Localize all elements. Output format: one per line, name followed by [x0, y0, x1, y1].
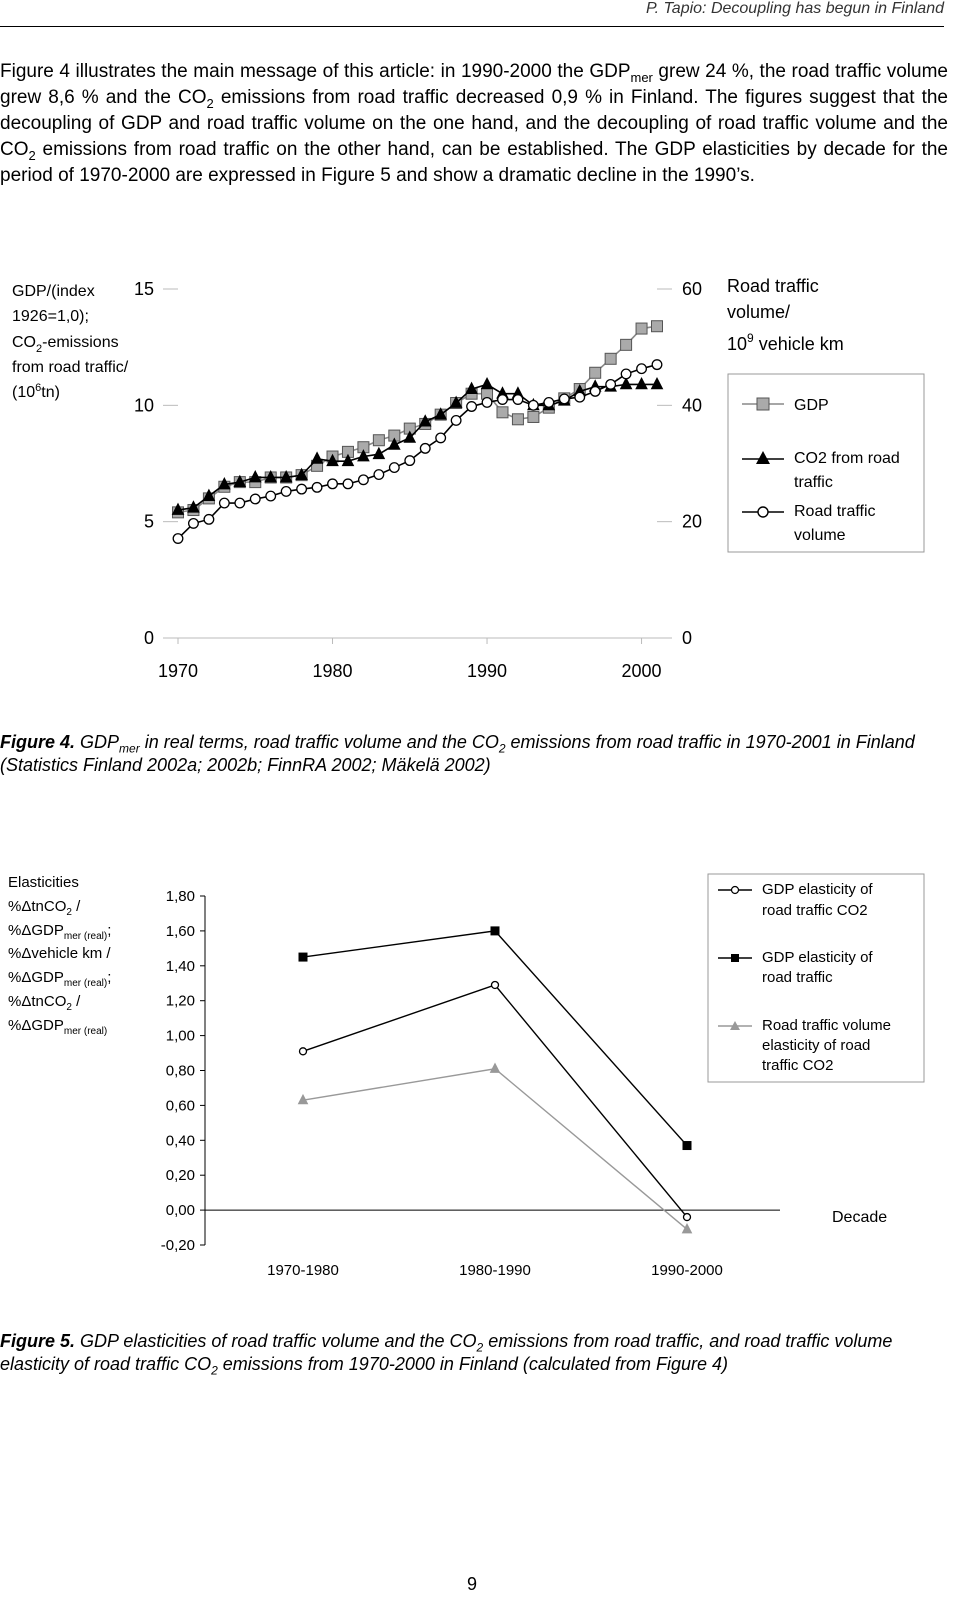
square-marker: [491, 927, 499, 935]
triangle-marker: [636, 378, 647, 389]
legend-label: road traffic: [762, 969, 833, 986]
legend-square-marker: [731, 954, 739, 962]
ylabel-line: $CO_2$-emissions: [12, 334, 119, 355]
legend-circle-marker: [732, 887, 739, 894]
ylabel-line: Elasticities: [8, 874, 79, 891]
circle-marker: [606, 380, 616, 390]
text-run: Figure 4 illustrates the main message of this article: in 1990-2000 the GDP: [0, 61, 631, 82]
circle-marker: [359, 475, 369, 485]
ylabel-line: GDP/(index: [12, 283, 95, 300]
ylabel-line: $\%\Delta GDP_{mer (real)}$: [8, 1017, 108, 1037]
caption-label: Figure 5.: [0, 1331, 76, 1351]
triangle-marker: [491, 1064, 500, 1073]
square-marker: [299, 953, 307, 961]
body-paragraph: [0, 59, 948, 189]
right-tick-label: 20: [682, 511, 703, 532]
plot-series: [299, 927, 692, 1233]
legend-gdp-label: GDP: [794, 397, 829, 414]
subscript: 2: [28, 147, 36, 163]
y-tick-label: 1,00: [165, 1027, 195, 1045]
left-tick-label: 10: [133, 395, 154, 416]
triangle-marker: [312, 453, 323, 464]
square-marker: [497, 407, 508, 418]
circle-marker: [590, 387, 600, 397]
series-line: [178, 384, 657, 510]
y-tick-label: 0,40: [165, 1132, 195, 1150]
circle-marker: [559, 394, 569, 404]
circle-marker: [637, 364, 647, 374]
x-tick-label: 1990-2000: [651, 1262, 723, 1279]
ylabel-line: $\%\Delta GDP_{mer (real)}$;: [8, 969, 112, 989]
plot-axes: [134, 279, 702, 681]
circle-marker: [621, 369, 631, 379]
circle-marker: [312, 483, 322, 493]
figure-5-legend: [708, 874, 924, 1082]
plot-series: [173, 321, 663, 544]
legend-rtv-label: Road traffic: [794, 503, 876, 520]
circle-marker: [498, 395, 508, 405]
circle-marker: [343, 479, 353, 489]
text-run: emissions from road traffic on the other hand, can be established. The GDP elasticities by decade for the period of 1970-2000 are expressed in Figure 5 and show a dramatic decline in the 1990’s.: [0, 139, 948, 186]
square-marker: [636, 323, 647, 334]
x-tick-label: 2000: [621, 661, 662, 681]
square-marker: [605, 353, 616, 364]
square-marker: [652, 321, 663, 332]
legend-label: Road traffic volume: [762, 1017, 891, 1034]
circle-marker: [451, 416, 461, 426]
circle-marker: [436, 433, 446, 443]
square-marker: [512, 414, 523, 425]
caption-label: Figure 4.: [0, 732, 76, 752]
y-tick-label: 1,80: [165, 888, 195, 905]
circle-marker: [467, 402, 477, 412]
left-tick-label: 0: [143, 628, 154, 648]
legend-triangle-marker: [756, 451, 770, 464]
circle-marker: [300, 1048, 307, 1055]
x-axis-title: Decade: [832, 1209, 888, 1226]
circle-marker: [189, 519, 199, 529]
ylabel-line: 1926=1,0);: [12, 308, 89, 325]
circle-marker: [250, 494, 260, 504]
text-run: emissions from road traffic decreased 0,9 % in Finland. The figures suggest that the decoupling of GDP and road traffic volume on the one hand, and the decoupling of road traffic volume and the CO: [0, 87, 948, 160]
x-tick-label: 1980: [312, 661, 353, 681]
circle-marker: [374, 470, 384, 480]
square-marker: [683, 1142, 691, 1150]
text-run: grew 24 %, the road traffic volume grew 8,6 % and the CO: [0, 61, 948, 108]
legend-co2-label: CO2 from road: [794, 450, 900, 467]
ylabel-line: %ΔtnCO$_2$ /: [8, 898, 81, 918]
square-marker: [590, 367, 601, 378]
y-tick-label: -0,20: [160, 1237, 195, 1254]
ylabel-line: %ΔtnCO$_2$ /: [8, 993, 81, 1013]
subscript: 2: [206, 95, 214, 111]
circle-marker: [544, 398, 554, 408]
ylabel-line: $\%\Delta GDP_{mer (real)}$;: [8, 922, 112, 942]
circle-marker: [513, 395, 523, 405]
circle-marker: [390, 463, 400, 473]
right-ylabel-line: volume/: [727, 302, 791, 322]
right-tick-label: 40: [682, 395, 703, 416]
right-ylabel-line: $10^9$ vehicle km: [727, 331, 844, 354]
circle-marker: [482, 398, 492, 408]
circle-marker: [492, 981, 499, 988]
figure-4-chart: [0, 270, 944, 690]
legend-label: elasticity of road: [762, 1037, 871, 1054]
ylabel-line: %Δvehicle km /: [8, 945, 111, 962]
circle-marker: [684, 1214, 691, 1221]
square-marker: [621, 339, 632, 350]
series-line: [303, 1069, 687, 1230]
circle-marker: [220, 498, 230, 508]
running-head: P. Tapio: Decoupling has begun in Finland: [646, 0, 944, 17]
right-tick-label: 60: [682, 279, 703, 299]
circle-marker: [575, 392, 585, 402]
legend-label: GDP elasticity of: [762, 949, 873, 966]
series-line: [303, 931, 687, 1146]
figure-5-caption: Figure 5. GDP elasticities of road traffic volume and the $CO_2$ emissions from road traffic, and road traffic volume elasticity of road traffic $CO_2$ emissions from 1970-2000 in Finland (calculated from Figure 4): [0, 1331, 893, 1378]
figure-5-chart: [0, 865, 944, 1285]
circle-marker: [529, 401, 539, 411]
figure-5-ylabel: [8, 874, 111, 1037]
subscript: mer: [630, 69, 653, 85]
circle-marker: [405, 456, 415, 466]
legend-square-marker: [757, 398, 769, 410]
circle-marker: [652, 360, 662, 370]
x-tick-label: 1970-1980: [267, 1262, 339, 1279]
x-tick-label: 1980-1990: [459, 1262, 531, 1279]
y-tick-label: 1,20: [165, 992, 195, 1010]
right-ylabel-line: Road traffic: [727, 276, 819, 296]
right-tick-label: 0: [682, 628, 693, 648]
triangle-marker: [482, 378, 493, 389]
figure-4-caption: Figure 4. $GDP_{mer}$ in real terms, road traffic volume and the $CO_2$ emissions from road traffic in 1970-2001 in Finland (Statistics Finland 2002a; 2002b; FinnRA 2002; Mäkelä 2002): [0, 732, 915, 775]
square-marker: [373, 435, 384, 446]
figure-4-legend: [728, 374, 924, 552]
triangle-marker: [683, 1224, 692, 1233]
ylabel-line: $(10^6tn)$: [12, 382, 60, 401]
y-tick-label: 0,20: [165, 1167, 195, 1185]
left-tick-label: 15: [133, 279, 154, 299]
triangle-marker: [652, 378, 663, 389]
circle-marker: [173, 534, 183, 544]
circle-marker: [266, 491, 276, 501]
right-axis-label: [727, 276, 844, 354]
y-tick-label: 0,00: [165, 1202, 195, 1220]
circle-marker: [281, 487, 291, 497]
circle-marker: [297, 484, 307, 494]
legend-circle-marker: [758, 507, 768, 517]
series-line: [303, 985, 687, 1217]
triangle-marker: [621, 378, 632, 389]
legend-label: GDP elasticity of: [762, 881, 873, 898]
circle-marker: [328, 479, 338, 489]
page-number: 9: [466, 1574, 477, 1594]
y-tick-label: 1,40: [165, 957, 195, 975]
x-tick-label: 1970: [157, 661, 199, 681]
circle-marker: [204, 515, 214, 525]
y-tick-label: 0,80: [165, 1062, 195, 1080]
legend-label: road traffic CO2: [762, 902, 868, 919]
y-tick-label: 0,60: [165, 1097, 195, 1115]
circle-marker: [420, 444, 430, 454]
ylabel-line: from road traffic/: [12, 359, 129, 376]
legend-co2-label: traffic: [794, 474, 833, 491]
left-axis-label: [12, 283, 129, 401]
legend-label: traffic CO2: [762, 1057, 834, 1074]
triangle-marker: [373, 448, 384, 459]
left-tick-label: 5: [143, 511, 154, 532]
square-marker: [528, 411, 539, 422]
header-rule: [0, 26, 944, 27]
circle-marker: [235, 498, 245, 508]
legend-rtv-label: volume: [794, 527, 846, 544]
y-tick-label: 1,60: [165, 922, 195, 940]
x-tick-label: 1990: [467, 661, 508, 681]
